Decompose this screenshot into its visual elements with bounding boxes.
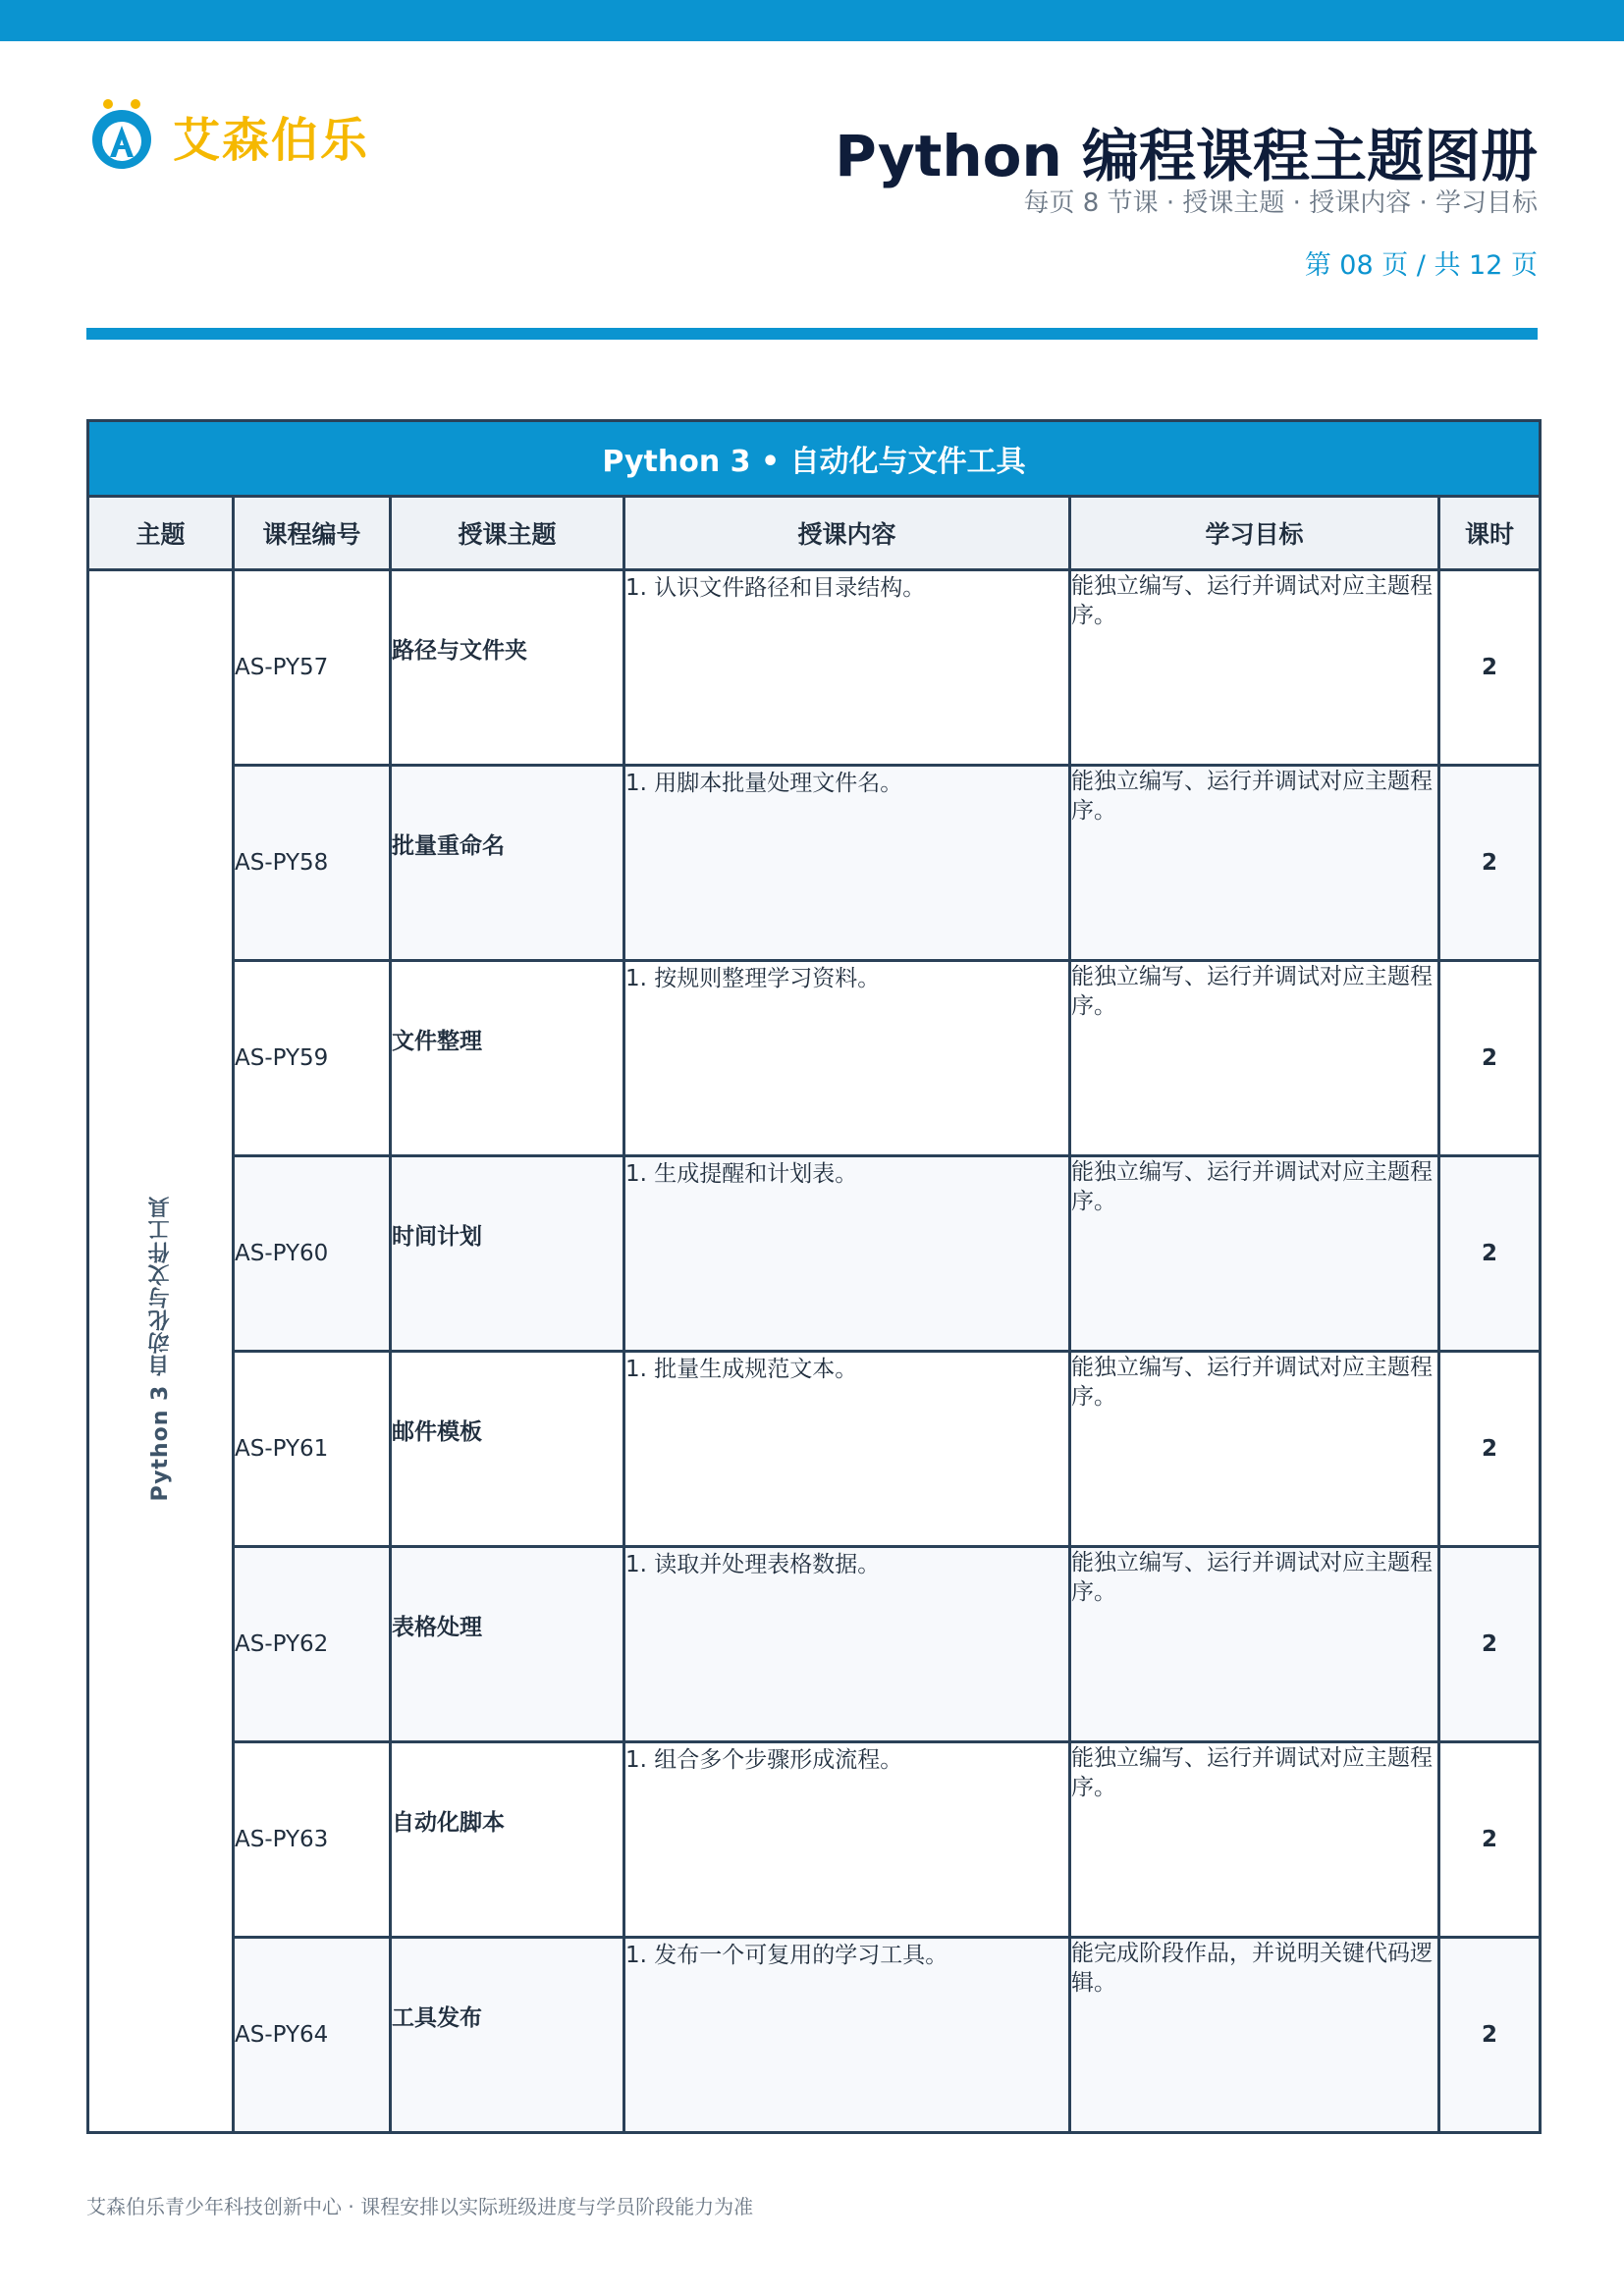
topic-label: Python 3 自动化与文件工具	[148, 1195, 173, 1502]
lesson-hours: 2	[1439, 1352, 1541, 1547]
lesson-theme: 表格处理	[391, 1547, 624, 1742]
table-row	[88, 570, 1541, 766]
lesson-hours: 2	[1439, 1938, 1541, 2133]
table-row	[88, 1547, 1541, 1742]
course-code: AS-PY60	[234, 1156, 391, 1352]
table-row	[88, 961, 1541, 1156]
document-subtitle: 每页 8 节课 · 授课主题 · 授课内容 · 学习目标	[1023, 188, 1538, 218]
lesson-content: 1. 生成提醒和计划表。	[624, 1156, 1070, 1352]
course-code: AS-PY57	[234, 570, 391, 766]
table-row	[88, 1938, 1541, 2133]
page-indicator: 第 08 页 / 共 12 页	[1304, 250, 1538, 281]
top-accent-bar	[0, 0, 1624, 41]
learning-goal: 能独立编写、运行并调试对应主题程序。	[1070, 1547, 1439, 1742]
column-header-code: 课程编号	[234, 497, 391, 570]
lesson-theme: 邮件模板	[391, 1352, 624, 1547]
lesson-hours: 2	[1439, 1742, 1541, 1938]
column-header-topic: 主题	[88, 497, 234, 570]
learning-goal: 能独立编写、运行并调试对应主题程序。	[1070, 1742, 1439, 1938]
learning-goal: 能独立编写、运行并调试对应主题程序。	[1070, 1352, 1439, 1547]
lesson-theme: 批量重命名	[391, 766, 624, 961]
course-code: AS-PY58	[234, 766, 391, 961]
lesson-theme: 工具发布	[391, 1938, 624, 2133]
logo-text: 艾森伯乐	[173, 112, 370, 168]
table-row	[88, 1742, 1541, 1938]
column-header-hours: 课时	[1439, 497, 1541, 570]
learning-goal: 能独立编写、运行并调试对应主题程序。	[1070, 1156, 1439, 1352]
column-header-content: 授课内容	[624, 497, 1070, 570]
course-code: AS-PY59	[234, 961, 391, 1156]
footer-note: 艾森伯乐青少年科技创新中心 · 课程安排以实际班级进度与学员阶段能力为准	[86, 2195, 754, 2218]
lesson-content: 1. 认识文件路径和目录结构。	[624, 570, 1070, 766]
lesson-content: 1. 用脚本批量处理文件名。	[624, 766, 1070, 961]
lesson-hours: 2	[1439, 1156, 1541, 1352]
table-row	[88, 1156, 1541, 1352]
lesson-content: 1. 批量生成规范文本。	[624, 1352, 1070, 1547]
lesson-hours: 2	[1439, 570, 1541, 766]
lesson-hours: 2	[1439, 961, 1541, 1156]
lesson-theme: 时间计划	[391, 1156, 624, 1352]
brand-logo	[86, 96, 369, 175]
lesson-content: 1. 按规则整理学习资料。	[624, 961, 1070, 1156]
table-row	[88, 766, 1541, 961]
course-code: AS-PY62	[234, 1547, 391, 1742]
column-header-theme: 授课主题	[391, 497, 624, 570]
lesson-hours: 2	[1439, 1547, 1541, 1742]
course-code: AS-PY64	[234, 1938, 391, 2133]
lesson-content: 1. 发布一个可复用的学习工具。	[624, 1938, 1070, 2133]
learning-goal: 能独立编写、运行并调试对应主题程序。	[1070, 570, 1439, 766]
learning-goal: 能完成阶段作品，并说明关键代码逻辑。	[1070, 1938, 1439, 2133]
lesson-content: 1. 组合多个步骤形成流程。	[624, 1742, 1070, 1938]
lesson-theme: 文件整理	[391, 961, 624, 1156]
table-row	[88, 1352, 1541, 1547]
curriculum-table	[86, 419, 1542, 2134]
logo-mascot-icon	[86, 96, 165, 175]
lesson-theme: 路径与文件夹	[391, 570, 624, 766]
lesson-hours: 2	[1439, 766, 1541, 961]
lesson-content: 1. 读取并处理表格数据。	[624, 1547, 1070, 1742]
header-divider	[86, 328, 1538, 340]
course-code: AS-PY63	[234, 1742, 391, 1938]
document-title: Python 编程课程主题图册	[835, 123, 1538, 189]
learning-goal: 能独立编写、运行并调试对应主题程序。	[1070, 766, 1439, 961]
topic-cell	[88, 570, 234, 2133]
course-code: AS-PY61	[234, 1352, 391, 1547]
lesson-theme: 自动化脚本	[391, 1742, 624, 1938]
table-banner: Python 3 • 自动化与文件工具	[88, 421, 1541, 497]
column-header-goal: 学习目标	[1070, 497, 1439, 570]
learning-goal: 能独立编写、运行并调试对应主题程序。	[1070, 961, 1439, 1156]
